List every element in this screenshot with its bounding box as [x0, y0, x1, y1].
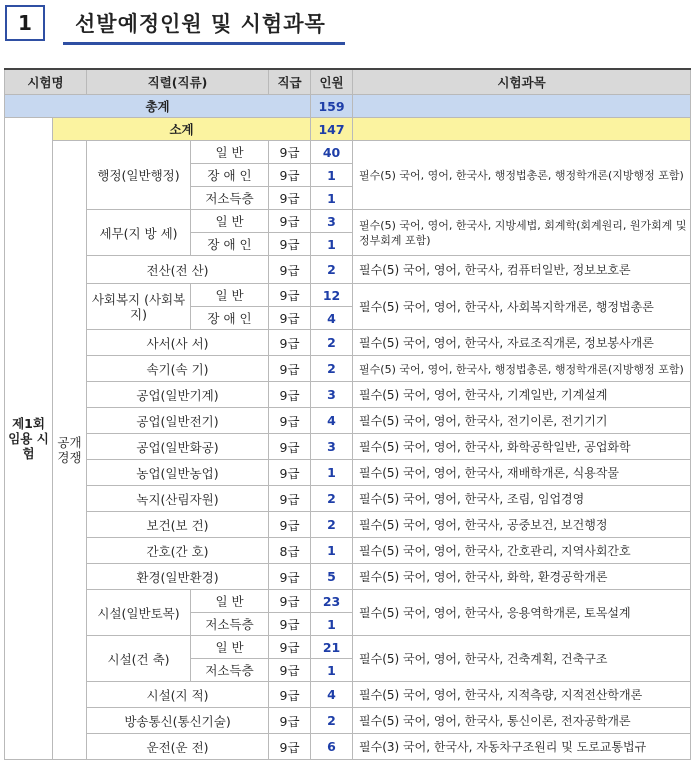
- recruitment-table: [4, 68, 691, 760]
- series-cell: 간호(간 호): [87, 538, 269, 564]
- title-underline: [63, 42, 345, 45]
- grade-cell: 9급: [269, 486, 311, 512]
- series-cell: 행정(일반행정): [87, 141, 191, 210]
- total-count: 159: [311, 95, 353, 118]
- sub-cell: 저소득층: [191, 187, 269, 210]
- grade-cell: 9급: [269, 187, 311, 210]
- table-row: [5, 512, 691, 538]
- header-row: [5, 69, 691, 95]
- subject-cell: 필수(5) 국어, 영어, 한국사, 기계일반, 기계설계: [353, 382, 691, 408]
- series-cell: 속기(속 기): [87, 356, 269, 382]
- series-cell: 녹지(산림자원): [87, 486, 269, 512]
- sub-cell: 일 반: [191, 210, 269, 233]
- series-cell: 전산(전 산): [87, 256, 269, 284]
- method-cell: 공개 경쟁: [53, 141, 87, 760]
- table-row: [5, 636, 691, 659]
- grade-cell: 9급: [269, 460, 311, 486]
- total-label: 총계: [5, 95, 311, 118]
- subject-cell: 필수(5) 국어, 영어, 한국사, 건축계획, 건축구조: [353, 636, 691, 682]
- subtotal-subject-cell: [353, 118, 691, 141]
- count-cell: 3: [311, 382, 353, 408]
- sub-cell: 저소득층: [191, 613, 269, 636]
- sub-cell: 일 반: [191, 590, 269, 613]
- subject-cell: 필수(5) 국어, 영어, 한국사, 전기이론, 전기기기: [353, 408, 691, 434]
- series-cell: 보건(보 건): [87, 512, 269, 538]
- count-cell: 6: [311, 734, 353, 760]
- total-subject-cell: [353, 95, 691, 118]
- table-row: [5, 356, 691, 382]
- header-subject: 시험과목: [353, 69, 691, 95]
- series-cell: 공업(일반화공): [87, 434, 269, 460]
- table-row: [5, 434, 691, 460]
- exam-name: 제1회 임용 시험: [5, 118, 53, 760]
- section-number: 1: [5, 5, 45, 41]
- grade-cell: 9급: [269, 659, 311, 682]
- sub-cell: 일 반: [191, 141, 269, 164]
- count-cell: 4: [311, 408, 353, 434]
- series-cell: 시설(건 축): [87, 636, 191, 682]
- grade-cell: 9급: [269, 408, 311, 434]
- subject-cell: 필수(5) 국어, 영어, 한국사, 응용역학개론, 토목설계: [353, 590, 691, 636]
- subject-cell: 필수(5) 국어, 영어, 한국사, 공중보건, 보건행정: [353, 512, 691, 538]
- series-cell: 사서(사 서): [87, 330, 269, 356]
- table-row: [5, 256, 691, 284]
- grade-cell: 9급: [269, 636, 311, 659]
- count-cell: 40: [311, 141, 353, 164]
- series-cell: 시설(일반토목): [87, 590, 191, 636]
- grade-cell: 8급: [269, 538, 311, 564]
- table-row: [5, 284, 691, 307]
- subject-cell: 필수(5) 국어, 영어, 한국사, 지적측량, 지적전산학개론: [353, 682, 691, 708]
- subtotal-row: [5, 118, 691, 141]
- header-count: 인원: [311, 69, 353, 95]
- subtotal-label: 소계: [53, 118, 311, 141]
- table-row: [5, 141, 691, 164]
- grade-cell: 9급: [269, 434, 311, 460]
- subject-cell: 필수(5) 국어, 영어, 한국사, 행정법총론, 행정학개론(지방행정 포함): [353, 141, 691, 210]
- table-row: [5, 210, 691, 233]
- table-row: [5, 564, 691, 590]
- grade-cell: 9급: [269, 233, 311, 256]
- count-cell: 1: [311, 538, 353, 564]
- count-cell: 2: [311, 256, 353, 284]
- grade-cell: 9급: [269, 164, 311, 187]
- table-row: [5, 590, 691, 613]
- table-row: [5, 330, 691, 356]
- table-row: [5, 408, 691, 434]
- grade-cell: 9급: [269, 708, 311, 734]
- subject-cell: 필수(5) 국어, 영어, 한국사, 통신이론, 전자공학개론: [353, 708, 691, 734]
- sub-cell: 일 반: [191, 284, 269, 307]
- header-grade: 직급: [269, 69, 311, 95]
- series-cell: 공업(일반전기): [87, 408, 269, 434]
- subject-cell: 필수(5) 국어, 영어, 한국사, 화학공학일반, 공업화학: [353, 434, 691, 460]
- grade-cell: 9급: [269, 356, 311, 382]
- count-cell: 1: [311, 659, 353, 682]
- subject-cell: 필수(5) 국어, 영어, 한국사, 컴퓨터일반, 정보보호론: [353, 256, 691, 284]
- subject-cell: 필수(5) 국어, 영어, 한국사, 행정법총론, 행정학개론(지방행정 포함): [353, 356, 691, 382]
- grade-cell: 9급: [269, 590, 311, 613]
- series-cell: 운전(운 전): [87, 734, 269, 760]
- count-cell: 3: [311, 434, 353, 460]
- grade-cell: 9급: [269, 141, 311, 164]
- grade-cell: 9급: [269, 284, 311, 307]
- section-title: 선발예정인원 및 시험과목: [75, 12, 326, 36]
- sub-cell: 장 애 인: [191, 164, 269, 187]
- count-cell: 1: [311, 187, 353, 210]
- count-cell: 3: [311, 210, 353, 233]
- count-cell: 21: [311, 636, 353, 659]
- grade-cell: 9급: [269, 512, 311, 538]
- series-cell: 환경(일반환경): [87, 564, 269, 590]
- table-row: [5, 486, 691, 512]
- count-cell: 1: [311, 233, 353, 256]
- section-header: [5, 5, 345, 45]
- series-cell: 세무(지 방 세): [87, 210, 191, 256]
- subject-cell: 필수(5) 국어, 영어, 한국사, 조림, 임업경영: [353, 486, 691, 512]
- grade-cell: 9급: [269, 307, 311, 330]
- grade-cell: 9급: [269, 564, 311, 590]
- table-row: [5, 734, 691, 760]
- grade-cell: 9급: [269, 734, 311, 760]
- series-cell: 방송통신(통신기술): [87, 708, 269, 734]
- subject-cell: 필수(5) 국어, 영어, 한국사, 자료조직개론, 정보봉사개론: [353, 330, 691, 356]
- count-cell: 1: [311, 164, 353, 187]
- series-cell: 공업(일반기계): [87, 382, 269, 408]
- sub-cell: 일 반: [191, 636, 269, 659]
- count-cell: 4: [311, 307, 353, 330]
- grade-cell: 9급: [269, 682, 311, 708]
- subject-cell: 필수(5) 국어, 영어, 한국사, 화학, 환경공학개론: [353, 564, 691, 590]
- count-cell: 2: [311, 356, 353, 382]
- subject-cell: 필수(5) 국어, 영어, 한국사, 지방세법, 회계학(회계원리, 원가회계 및 정부회계 포함): [353, 210, 691, 256]
- header-series: 직렬(직류): [87, 69, 269, 95]
- count-cell: 5: [311, 564, 353, 590]
- table-row: [5, 460, 691, 486]
- count-cell: 1: [311, 613, 353, 636]
- grade-cell: 9급: [269, 256, 311, 284]
- subject-cell: 필수(5) 국어, 영어, 한국사, 사회복지학개론, 행정법총론: [353, 284, 691, 330]
- subject-cell: 필수(5) 국어, 영어, 한국사, 재배학개론, 식용작물: [353, 460, 691, 486]
- sub-cell: 장 애 인: [191, 307, 269, 330]
- series-cell: 시설(지 적): [87, 682, 269, 708]
- table-row: [5, 682, 691, 708]
- series-cell: 농업(일반농업): [87, 460, 269, 486]
- count-cell: 2: [311, 512, 353, 538]
- subtotal-count: 147: [311, 118, 353, 141]
- count-cell: 2: [311, 486, 353, 512]
- total-row: [5, 95, 691, 118]
- count-cell: 2: [311, 330, 353, 356]
- count-cell: 1: [311, 460, 353, 486]
- header-exam: 시험명: [5, 69, 87, 95]
- subject-cell: 필수(5) 국어, 영어, 한국사, 간호관리, 지역사회간호: [353, 538, 691, 564]
- series-cell: 사회복지 (사회복지): [87, 284, 191, 330]
- table-row: [5, 538, 691, 564]
- grade-cell: 9급: [269, 210, 311, 233]
- sub-cell: 저소득층: [191, 659, 269, 682]
- grade-cell: 9급: [269, 330, 311, 356]
- sub-cell: 장 애 인: [191, 233, 269, 256]
- table-row: [5, 708, 691, 734]
- count-cell: 12: [311, 284, 353, 307]
- grade-cell: 9급: [269, 382, 311, 408]
- subject-cell: 필수(3) 국어, 한국사, 자동차구조원리 및 도로교통법규: [353, 734, 691, 760]
- count-cell: 4: [311, 682, 353, 708]
- table-row: [5, 382, 691, 408]
- count-cell: 23: [311, 590, 353, 613]
- grade-cell: 9급: [269, 613, 311, 636]
- count-cell: 2: [311, 708, 353, 734]
